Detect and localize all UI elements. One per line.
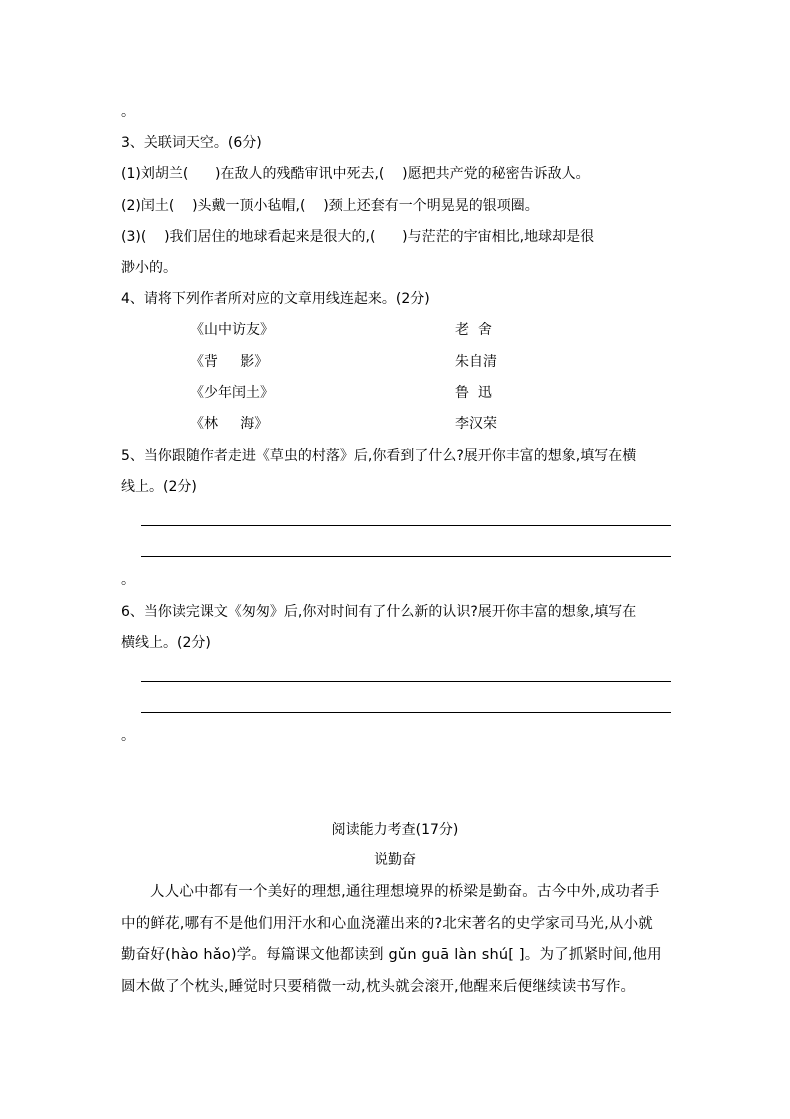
q6-line1: 6、当你读完课文《匆匆》后,你对时间有了什么新的认识?展开你丰富的想象,填写在 <box>121 604 637 620</box>
q3-item1: (1)刘胡兰( )在敌人的残酷审讯中死去,( )愿把共产党的秘密告诉敌人。 <box>121 166 590 182</box>
top-period: 。 <box>121 104 135 120</box>
q5-answer-line-2[interactable] <box>141 556 671 557</box>
author-1: 老 舍 <box>455 322 492 338</box>
q6-answer-line-2[interactable] <box>141 712 671 713</box>
q3-title: 3、关联词天空。(6分) <box>121 135 262 151</box>
q3-item3a: (3)( )我们居住的地球看起来是很大的,( )与茫茫的宇宙相比,地球却是很 <box>121 229 595 245</box>
q5-answer-line-1[interactable] <box>141 525 671 526</box>
q4-title: 4、请将下列作者所对应的文章用线连起来。(2分) <box>121 291 430 307</box>
q3-item2: (2)闰土( )头戴一顶小毡帽,( )颈上还套有一个明晃晃的银项圈。 <box>121 198 539 214</box>
reading-heading: 阅读能力考查(17分) <box>331 822 459 838</box>
q6-line2: 横线上。(2分) <box>121 635 211 651</box>
author-3: 鲁 迅 <box>455 385 492 401</box>
q6-end-period: 。 <box>121 728 135 744</box>
q6-answer-line-1[interactable] <box>141 681 671 682</box>
q5-line2: 线上。(2分) <box>121 479 197 495</box>
work-3: 《少年闰土》 <box>190 385 274 401</box>
work-2: 《背 影》 <box>190 354 269 370</box>
author-2: 朱自清 <box>455 354 497 370</box>
reading-title: 说勤奋 <box>374 852 416 868</box>
work-4: 《林 海》 <box>190 416 269 432</box>
author-4: 李汉荣 <box>455 416 497 432</box>
q3-item3b: 渺小的。 <box>121 260 177 276</box>
q5-line1: 5、当你跟随作者走进《草虫的村落》后,你看到了什么?展开你丰富的想象,填写在横 <box>121 448 637 464</box>
reading-paragraph: 人人心中都有一个美好的理想,通往理想境界的桥梁是勤奋。古今中外,成功者手中的鲜花,哪有不是他们用汗水和心血浇灌出来的?北宋著名的史学家司马光,从小就勤奋好(hào hǎo)学。每篇课文他都读到 gǔn guā làn shú[ ]。为了抓紧时间,他用圆木做了个枕头,睡觉时只要稍微一动,枕头就会滚开,他醒来后便继续读书写作。 <box>121 884 662 995</box>
q5-end-period: 。 <box>121 572 135 588</box>
work-1: 《山中访友》 <box>190 322 274 338</box>
